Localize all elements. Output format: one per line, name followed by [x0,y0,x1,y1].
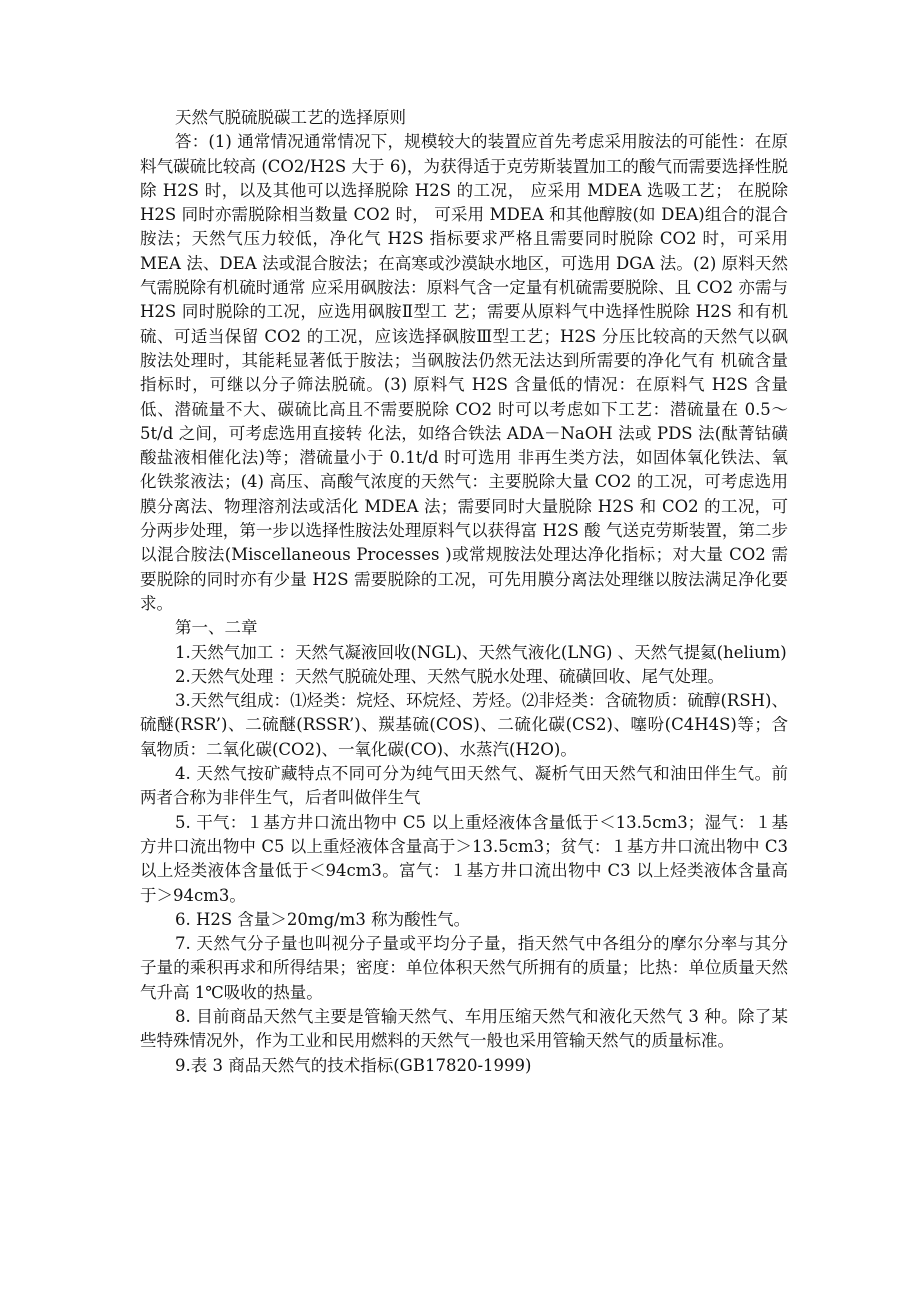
list-item: 9.表 3 商品天然气的技术指标(GB17820-1999) [175,1055,532,1075]
list-item: 3.天然气组成：⑴烃类：烷烃、环烷烃、芳烃。⑵非烃类：含硫物质：硫醇(RSH)、硫醚(RSR’)、二硫醚(RSSR’)、羰基硫(COS)、二硫化碳(CS2)、噻吩(C4H4S)等；含氧物质：二氧化碳(CO2)、一氧化碳(CO)、水蒸汽(H2O)。 [140,691,788,759]
list-item: 4. 天然气按矿藏特点不同可分为纯气田天然气、凝析气田天然气和油田伴生气。前两者合称为非伴生气，后者叫做伴生气 [140,764,788,808]
list-item: 2.天然气处理 ：天然气脱硫处理、天然气脱水处理、硫磺回收、尾气处理。 [175,666,724,686]
list-item: 7. 天然气分子量也叫视分子量或平均分子量，指天然气中各组分的摩尔分率与其分子量的乘积再求和所得结果；密度：单位体积天然气所拥有的质量；比热：单位质量天然气升高 1℃吸收的热量。 [140,934,788,1002]
list-item: 8. 目前商品天然气主要是管输天然气、车用压缩天然气和液化天然气 3 种。除了某些特殊情况外，作为工业和民用燃料的天然气一般也采用管输天然气的质量标准。 [140,1006,788,1051]
chapter-heading: 第一、二章 [175,618,258,638]
list-item: 6. H2S 含量＞20mg/m3 称为酸性气。 [175,909,471,929]
list-item: 5. 干气：１基方井口流出物中 C5 以上重烃液体含量低于＜13.5cm3；湿气：１基方井口流出物中 C5 以上重烃液体含量高于＞13.5cm3；贫气：１基方井口流出物中 C3 以上烃类液体含量低于＜94cm3。富气：１基方井口流出物中 C3 以上烃类液体含量高于＞94cm3。 [140,812,788,905]
answer-paragraph: 答：(1) 通常情况通常情况下，规模较大的装置应首先考虑采用胺法的可能性：在原料气碳硫比较高 (CO2/H2S 大于 6)，为获得适于克劳斯装置加工的酸气而需要选择性脱除 H2S 时，以及其他可以选择脱除 H2S 的工况， 应采用 MDEA 选吸工艺； 在脱除 H2S 同时亦需脱除相当数量 CO2 时， 可采用 MDEA 和其他醇胺(如 DEA)组合的混合胺法；天然气压力较低，净化气 H2S 指标要求严格且需要同时脱除 CO2 时，可采用 MEA 法、DEA 法或混合胺法；在高寒或沙漠缺水地区，可选用 DGA 法。(2) 原料天然气需脱除有机硫时通常 应采用砜胺法：原料气含一定量有机硫需要脱除、且 CO2 亦需与 H2S 同时脱除的工况，应选用砜胺Ⅱ型工 艺；需要从原料气中选择性脱除 H2S 和有机硫、可适当保留 CO2 的工况，应该选择砜胺Ⅲ型工艺；H2S 分压比较高的天然气以砜胺法处理时，其能耗显著低于胺法；当砜胺法仍然无法达到所需要的净化气有 机硫含量指标时，可继以分子筛法脱硫。(3) 原料气 H2S 含量低的情况：在原料气 H2S 含量低、潜硫量不大、碳硫比高且不需要脱除 CO2 时可以考虑如下工艺：潜硫量在 0.5～5t/d 之间，可考虑选用直接转 化法，如络合铁法 ADA－NaOH 法或 PDS 法(酞菁钴磺酸盐液相催化法)等；潜硫量小于 0.1t/d 时可选用 非再生类方法，如固体氧化铁法、氧化铁浆液法；(4) 高压、高酸气浓度的天然气：主要脱除大量 CO2 的工况，可考虑选用膜分离法、物理溶剂法或活化 MDEA 法；需要同时大量脱除 H2S 和 CO2 的工况，可分两步处理，第一步以选择性胺法处理原料气以获得富 H2S 酸 气送克劳斯装置，第二步以混合胺法(Miscellaneous Processes )或常规胺法处理达净化指标；对大量 CO2 需要脱除的同时亦有少量 H2S 需要脱除的工况，可先用膜分离法处理继以胺法满足净化要求。 [140,132,788,613]
list-item: 1.天然气加工 ：天然气凝液回收(NGL)、天然气液化(LNG) 、天然气提氦(helium) [175,642,787,662]
document-page [140,106,788,1078]
document-title: 天然气脱硫脱碳工艺的选择原则 [175,108,406,127]
